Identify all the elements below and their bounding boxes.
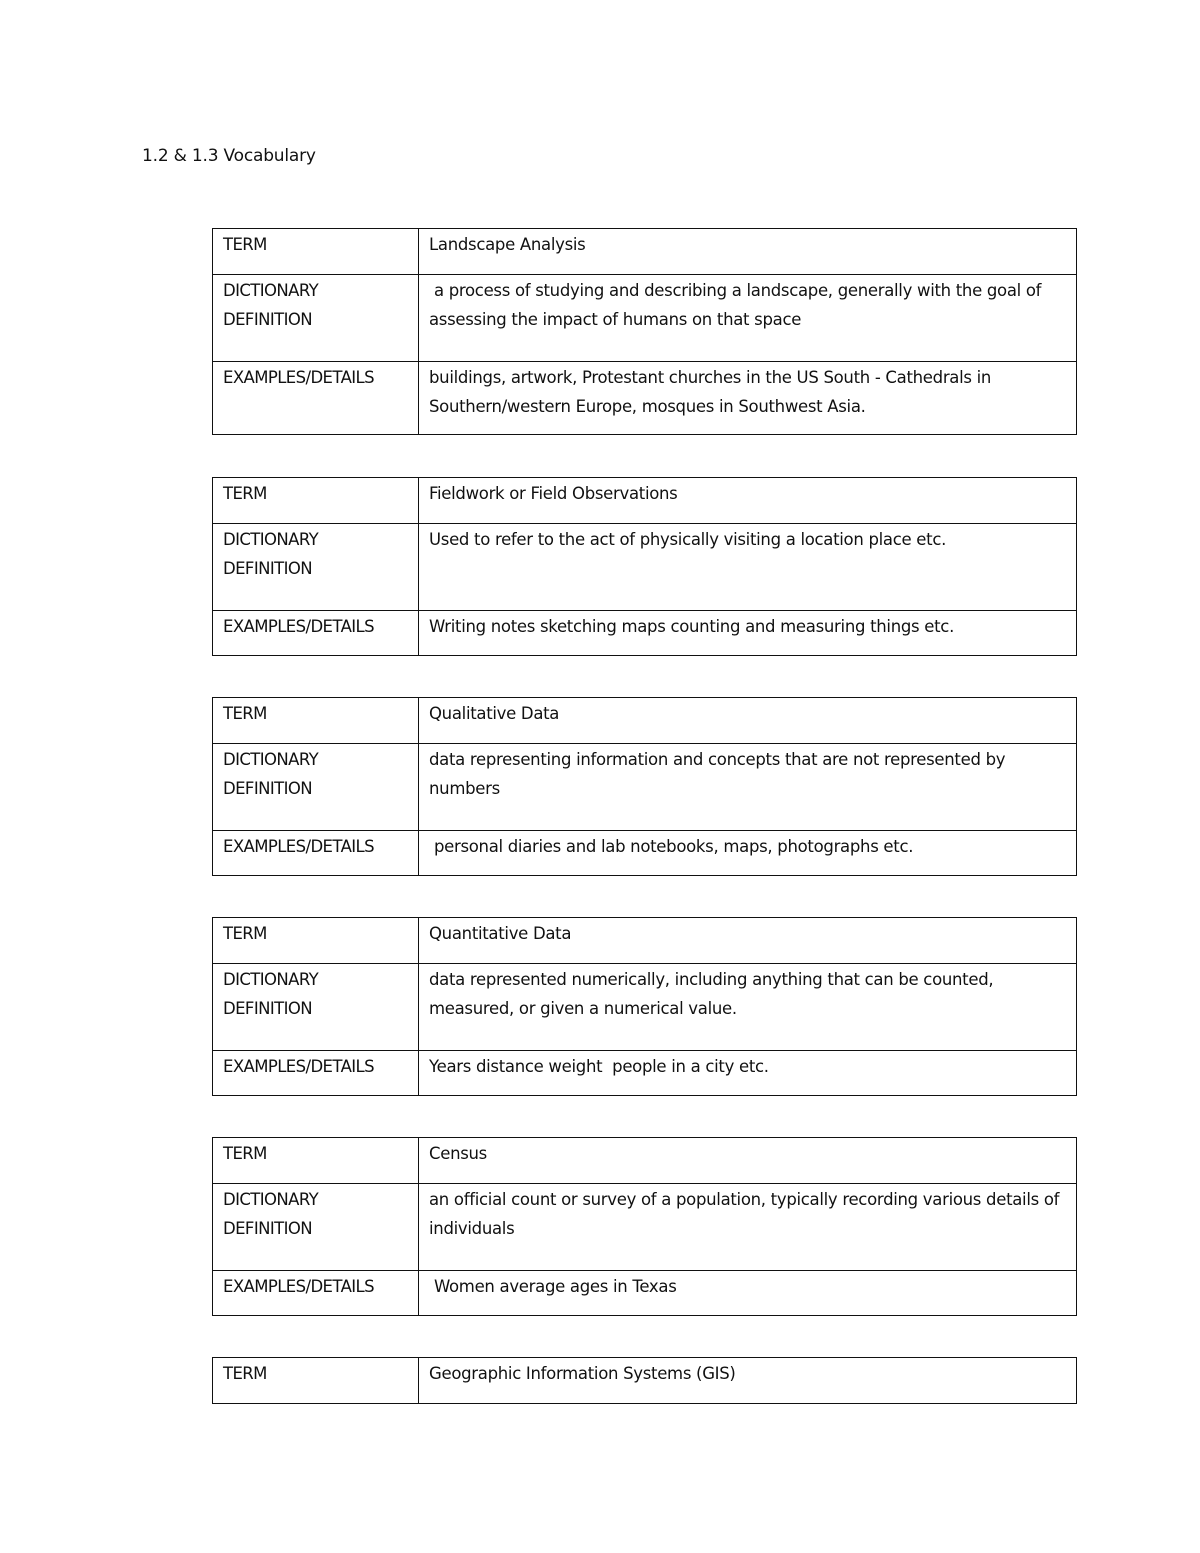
term-row	[213, 918, 1077, 964]
examples-label: EXAMPLES/DETAILS	[213, 611, 419, 656]
examples-row	[213, 362, 1077, 435]
examples-value: Writing notes sketching maps counting and measuring things etc.	[419, 611, 1077, 656]
definition-value: data represented numerically, including anything that can be counted, measured, or given a numerical value.	[419, 964, 1077, 1051]
examples-value: personal diaries and lab notebooks, maps, photographs etc.	[419, 831, 1077, 876]
vocab-table-census	[212, 1137, 1077, 1316]
term-value: Qualitative Data	[419, 698, 1077, 744]
definition-label: DICTIONARY DEFINITION	[213, 964, 419, 1051]
vocab-table-quantitative-data	[212, 917, 1077, 1096]
examples-row	[213, 1051, 1077, 1096]
examples-value: Women average ages in Texas	[419, 1271, 1077, 1316]
term-row	[213, 229, 1077, 275]
term-value: Quantitative Data	[419, 918, 1077, 964]
definition-label: DICTIONARY DEFINITION	[213, 1184, 419, 1271]
vocab-table-gis	[212, 1357, 1077, 1404]
term-row	[213, 478, 1077, 524]
term-value: Fieldwork or Field Observations	[419, 478, 1077, 524]
term-label: TERM	[213, 1358, 419, 1404]
examples-row	[213, 1271, 1077, 1316]
term-label: TERM	[213, 918, 419, 964]
examples-row	[213, 611, 1077, 656]
examples-label: EXAMPLES/DETAILS	[213, 1271, 419, 1316]
term-label: TERM	[213, 1138, 419, 1184]
term-label: TERM	[213, 698, 419, 744]
examples-label: EXAMPLES/DETAILS	[213, 1051, 419, 1096]
definition-row	[213, 1184, 1077, 1271]
term-row	[213, 698, 1077, 744]
vocab-table-fieldwork	[212, 477, 1077, 656]
definition-value: a process of studying and describing a landscape, generally with the goal of assessing the impact of humans on that space	[419, 275, 1077, 362]
definition-label: DICTIONARY DEFINITION	[213, 524, 419, 611]
term-label: TERM	[213, 229, 419, 275]
term-row	[213, 1138, 1077, 1184]
definition-label: DICTIONARY DEFINITION	[213, 275, 419, 362]
examples-label: EXAMPLES/DETAILS	[213, 362, 419, 435]
definition-value: data representing information and concepts that are not represented by numbers	[419, 744, 1077, 831]
vocab-table-landscape-analysis	[212, 228, 1077, 435]
examples-label: EXAMPLES/DETAILS	[213, 831, 419, 876]
definition-row	[213, 524, 1077, 611]
definition-label: DICTIONARY DEFINITION	[213, 744, 419, 831]
definition-row	[213, 964, 1077, 1051]
document-title: 1.2 & 1.3 Vocabulary	[142, 146, 316, 166]
examples-row	[213, 831, 1077, 876]
term-label: TERM	[213, 478, 419, 524]
examples-value: buildings, artwork, Protestant churches in the US South - Cathedrals in Southern/western Europe, mosques in Southwest Asia.	[419, 362, 1077, 435]
definition-row	[213, 275, 1077, 362]
vocab-table-qualitative-data	[212, 697, 1077, 876]
term-value: Landscape Analysis	[419, 229, 1077, 275]
examples-value: Years distance weight people in a city etc.	[419, 1051, 1077, 1096]
term-value: Census	[419, 1138, 1077, 1184]
definition-value: Used to refer to the act of physically visiting a location place etc.	[419, 524, 1077, 611]
definition-value: an official count or survey of a population, typically recording various details of individuals	[419, 1184, 1077, 1271]
term-row	[213, 1358, 1077, 1404]
term-value: Geographic Information Systems (GIS)	[419, 1358, 1077, 1404]
definition-row	[213, 744, 1077, 831]
